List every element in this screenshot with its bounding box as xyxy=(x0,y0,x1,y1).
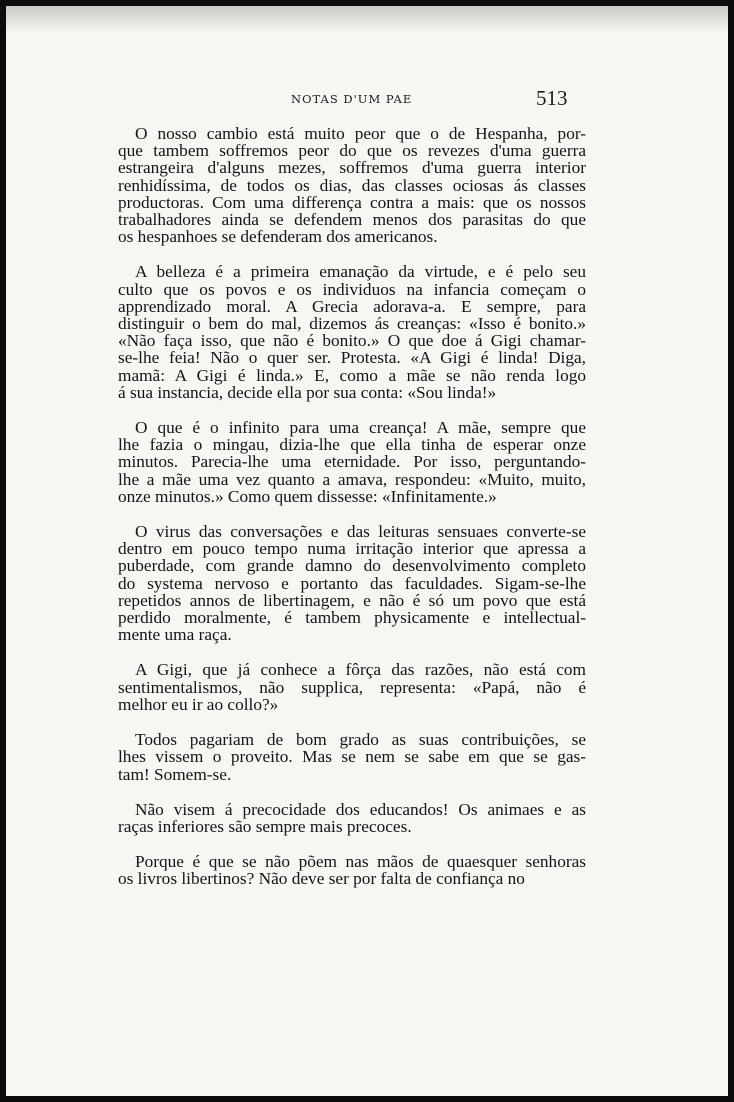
text-line: O que é o infinito para uma creança! A mãe, sempre que xyxy=(135,418,586,438)
book-page xyxy=(6,6,728,1096)
text-line: repetidos annos de libertinagem, e não é só um povo que está xyxy=(118,590,586,610)
paragraph xyxy=(118,125,586,245)
text-line: A belleza é a primeira emanação da virtude, e é pelo seu xyxy=(135,262,586,282)
text-line: estrangeira d'alguns mezes, soffremos d'uma guerra interior xyxy=(118,158,586,178)
text-line: distinguir o bem do mal, dizemos ás creanças: «Isso é bonito.» xyxy=(118,314,586,334)
page-number: 513 xyxy=(536,86,568,110)
text-line: perdido moralmente, é tambem physicamente e intellectual- xyxy=(118,608,586,628)
text-line: puberdade, com grande damno do desenvolvimento completo xyxy=(118,556,586,576)
text-line: tam! Somem-se. xyxy=(118,764,232,784)
text-line: lhe a mãe uma vez quanto a amava, respondeu: «Muito, muito, xyxy=(118,469,586,489)
paragraph xyxy=(118,523,586,643)
text-line: Porque é que se não põem nas mãos de quaesquer senhoras xyxy=(135,852,586,872)
text-line: minutos. Parecia-lhe uma eternidade. Por isso, perguntando- xyxy=(118,452,586,472)
text-line: dentro em pouco tempo numa irritação interior que apressa a xyxy=(118,539,586,559)
paragraph xyxy=(118,801,586,835)
paragraph xyxy=(118,731,586,783)
text-line: A Gigi, que já conhece a fôrça das razões, não está com xyxy=(135,660,586,680)
text-line: Não visem á precocidade dos educandos! Os animaes e as xyxy=(135,799,586,819)
text-line: se-lhe feia! Não o quer ser. Protesta. «A Gigi é linda! Diga, xyxy=(118,348,586,368)
text-line: renhidíssima, de todos os dias, das classes ociosas ás classes xyxy=(118,175,586,195)
text-line: apprendizado moral. A Grecia adorava-a. E sempre, para xyxy=(118,296,586,316)
text-line: do systema nervoso e portanto das faculdades. Sigam-se-lhe xyxy=(118,573,586,593)
paragraph xyxy=(118,263,586,401)
text-line: productoras. Com uma differença contra a mais: que os nossos xyxy=(118,192,586,212)
text-line: mamã: A Gigi é linda.» E, como a mãe se não renda logo xyxy=(118,365,586,385)
paragraph xyxy=(118,853,586,887)
text-line: melhor eu ir ao collo?» xyxy=(118,694,279,714)
text-line: Todos pagariam de bom grado as suas contribuições, se xyxy=(135,730,586,750)
text-line: trabalhadores ainda se defendem menos dos parasitas do que xyxy=(118,210,586,230)
text-line: «Não faça isso, que não é bonito.» O que doe á Gigi chamar- xyxy=(118,331,586,351)
text-line: raças inferiores são sempre mais precoces. xyxy=(118,816,412,836)
scan-shadow xyxy=(6,6,728,34)
text-line: sentimentalismos, não supplica, representa: «Papá, não é xyxy=(118,677,586,697)
body-text xyxy=(118,125,586,906)
paragraph xyxy=(118,661,586,713)
text-line: culto que os povos e os individuos na infancia começam o xyxy=(118,279,586,299)
text-line: lhe fazia o mingau, dizia-lhe que ella tinha de esperar onze xyxy=(118,435,586,455)
text-line: lhes vissem o proveito. Mas se nem se sabe em que se gas- xyxy=(118,747,586,767)
paragraph xyxy=(118,419,586,505)
text-line: O nosso cambio está muito peor que o de Hespanha, por- xyxy=(135,124,586,143)
text-line: os hespanhoes se defenderam dos americanos. xyxy=(118,227,438,247)
text-line: mente uma raça. xyxy=(118,625,232,645)
text-line: que tambem soffremos peor do que os revezes d'uma guerra xyxy=(118,141,586,161)
text-line: á sua instancia, decide ella por sua conta: «Sou linda!» xyxy=(118,382,497,402)
text-line: O virus das conversações e das leituras sensuaes converte-se xyxy=(135,522,586,542)
text-line: onze minutos.» Como quem dissesse: «Infinitamente.» xyxy=(118,486,497,506)
text-line: os livros libertinos? Não deve ser por falta de confiança no xyxy=(118,869,525,889)
running-title: NOTAS D'UM PAE xyxy=(291,92,413,106)
